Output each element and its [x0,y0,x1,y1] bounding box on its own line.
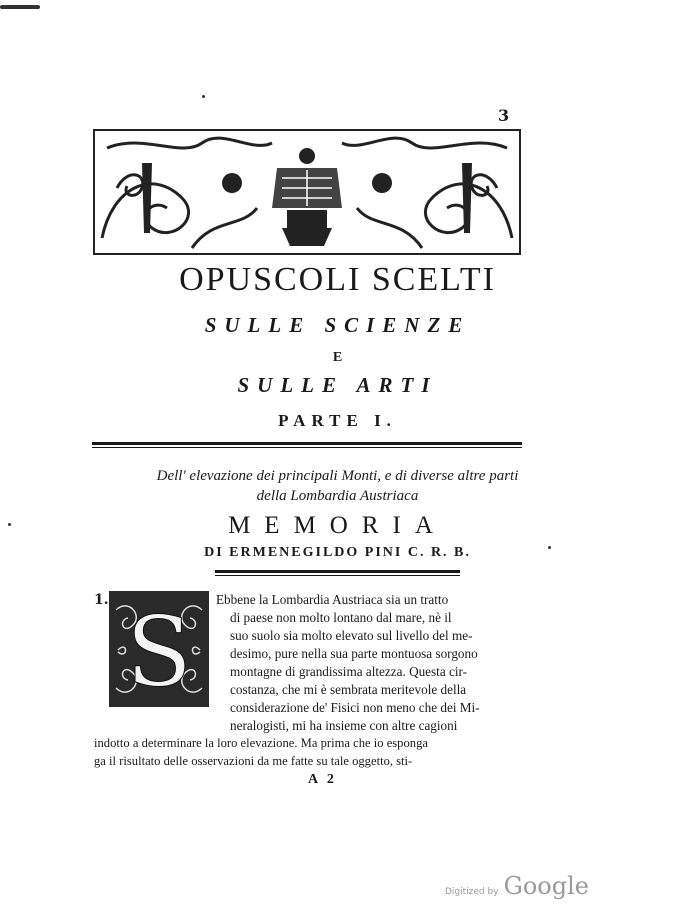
body-line: desimo, pure nella sua parte montuosa sorgono [230,646,478,661]
drop-cap-letter: S [126,596,192,708]
subtitle-sciences: SULLE SCIENZE [204,313,471,337]
page-number: 3 [498,106,510,125]
memoir-heading-line: della Lombardia Austriaca [256,488,419,504]
body-line: neralogisti, mi ha insieme con altre cagioni [230,718,458,733]
divider-rule [92,442,522,445]
body-line: costanza, che mi è sembrata meritevole della [230,682,467,697]
memoir-heading-line: Dell' elevazione dei principali Monti, e di diverse altre parti [156,468,519,484]
headpiece-ornament [92,128,522,256]
scan-speck [202,95,205,98]
body-line: considerazione de' Fisici non meno che dei Mi- [230,700,480,715]
subtitle-conjunction: E [332,350,343,365]
divider-rule [92,447,522,448]
body-line: indotto a determinare la loro elevazione. Ma prima che io esponga [94,736,428,750]
memoir-label: MEMORIA [228,512,447,539]
subtitle-arts: SULLE ARTI [237,373,438,397]
body-line: ga il risultato delle osservazioni da me fatte su tale oggetto, sti- [94,754,413,768]
drop-cap-initial [108,590,210,708]
body-line: Ebbene la Lombardia Austriaca sia un tratto [216,592,449,607]
watermark-prefix: Digitized by [445,887,499,897]
scan-artifact [0,5,40,9]
digitization-watermark [445,872,589,900]
part-heading: PARTE I. [278,411,397,430]
body-line: di paese non molto lontano dal mare, nè il [230,610,452,625]
memoir-heading [70,466,605,506]
memoir-author: DI ERMENEGILDO PINI C. R. B. [204,545,471,560]
body-line: suo suolo sia molto elevato sul livello del me- [230,628,473,643]
book-title: OPUSCOLI SCELTI [179,261,496,298]
body-line: montagne di grandissima altezza. Questa cir- [230,664,468,679]
watermark-brand: Google [503,872,589,900]
paragraph-number: 1. [94,592,109,608]
signature-mark: A 2 [308,772,337,787]
divider-rule [215,570,460,573]
divider-rule [215,575,460,576]
